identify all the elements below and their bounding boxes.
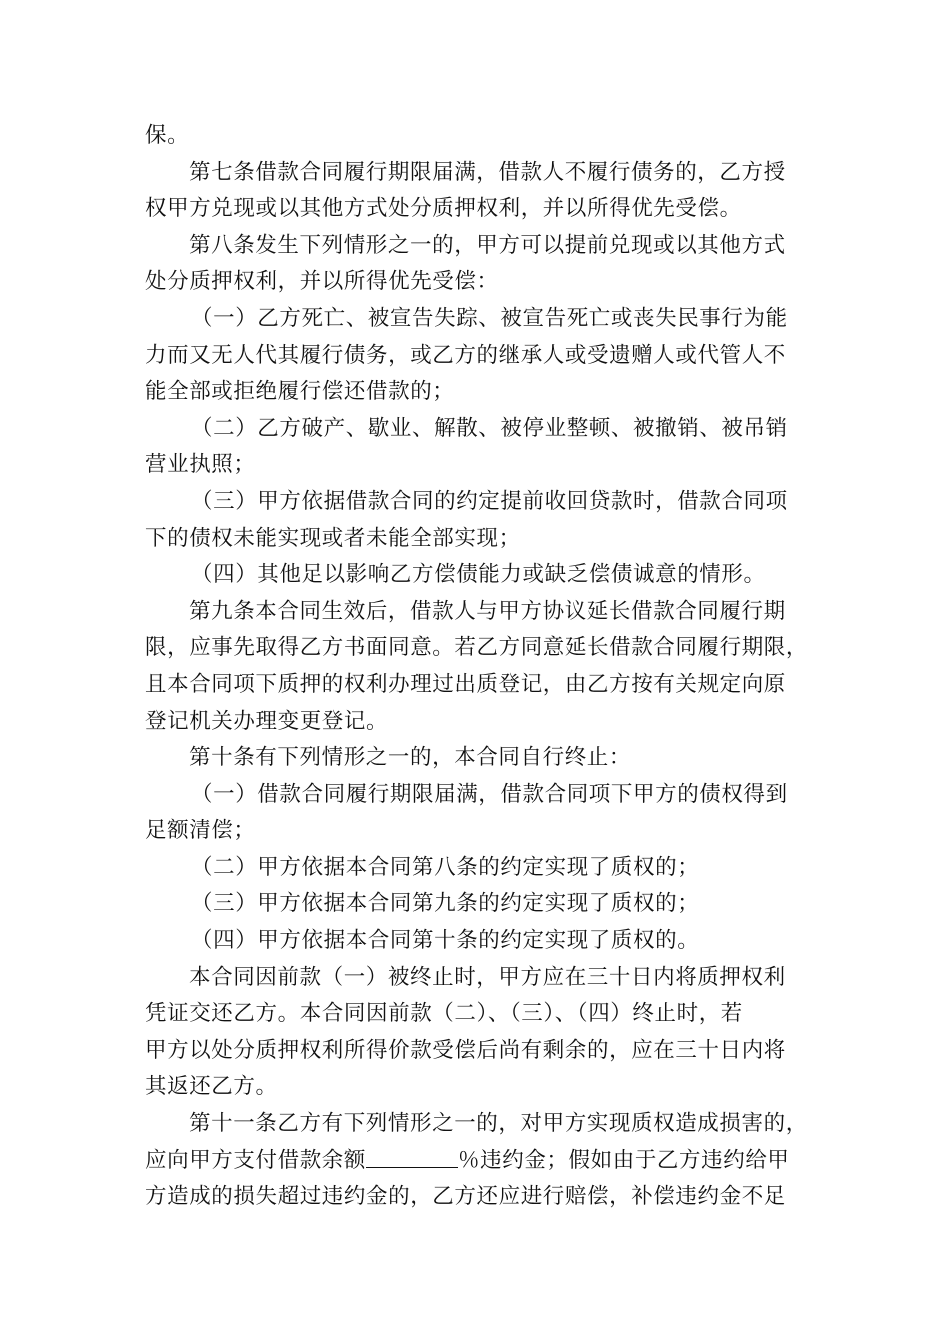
article-11-heading-line: 第十一条乙方有下列情形之一的，对甲方实现质权造成损害的， xyxy=(189,1111,808,1137)
text-line: 限，应事先取得乙方书面同意。若乙方同意延长借款合同履行期限， xyxy=(145,635,809,661)
text-line: 保。 xyxy=(145,123,190,148)
text-line: 力而又无人代其履行债务，或乙方的继承人或受遗赠人或代管人不 xyxy=(145,342,786,368)
text-line: 且本合同项下质押的权利办理过出质登记，由乙方按有关规定向原 xyxy=(145,671,786,697)
text-segment: ％违约金；假如由于乙方违约给甲 xyxy=(458,1147,790,1173)
text-line: 足额清偿； xyxy=(145,818,256,844)
text-line: 营业执照； xyxy=(145,452,256,478)
document-page xyxy=(145,118,810,1216)
text-segment: 应向甲方支付借款余额 xyxy=(145,1147,367,1173)
text-line: 下的债权未能实现或者未能全部实现； xyxy=(145,525,521,551)
clause-item-line: （一）借款合同履行期限届满，借款合同项下甲方的债权得到 xyxy=(191,781,788,807)
text-line-with-blank xyxy=(145,1143,810,1180)
text-line: 权甲方兑现或以其他方式处分质押权利，并以所得优先受偿。 xyxy=(145,196,742,222)
text-line: 方造成的损失超过违约金的，乙方还应进行赔偿，补偿违约金不足 xyxy=(145,1184,786,1210)
text-line: 能全部或拒绝履行偿还借款的； xyxy=(145,379,455,405)
article-8-heading-line: 第八条发生下列情形之一的，甲方可以提前兑现或以其他方式 xyxy=(189,232,786,258)
text-line: 其返还乙方。 xyxy=(145,1074,278,1100)
text-line: 登记机关办理变更登记。 xyxy=(145,708,389,734)
clause-item-line: （三）甲方依据本合同第九条的约定实现了质权的； xyxy=(191,891,700,917)
fill-in-blank xyxy=(366,1145,458,1168)
clause-item-line: （三）甲方依据借款合同的约定提前收回贷款时，借款合同项 xyxy=(191,488,788,514)
text-line: 凭证交还乙方。本合同因前款（二）、（三）、（四）终止时，若 xyxy=(145,1001,743,1027)
text-line: 甲方以处分质押权利所得价款受偿后尚有剩余的，应在三十日内将 xyxy=(145,1037,786,1063)
clause-item-line: （二）乙方破产、歇业、解散、被停业整顿、被撤销、被吊销 xyxy=(191,415,788,441)
article-9-heading-line: 第九条本合同生效后，借款人与甲方协议延长借款合同履行期 xyxy=(189,598,786,624)
paragraph-start-line: 本合同因前款（一）被终止时，甲方应在三十日内将质押权利 xyxy=(189,964,786,990)
article-10-heading-line: 第十条有下列情形之一的，本合同自行终止： xyxy=(189,745,632,771)
clause-item-line: （四）甲方依据本合同第十条的约定实现了质权的。 xyxy=(191,928,700,954)
clause-item-line: （二）甲方依据本合同第八条的约定实现了质权的； xyxy=(191,854,700,880)
clause-item-line: （四）其他足以影响乙方偿债能力或缺乏偿债诚意的情形。 xyxy=(191,562,766,588)
article-7-heading-line: 第七条借款合同履行期限届满，借款人不履行债务的，乙方授 xyxy=(189,159,786,185)
text-line: 处分质押权利，并以所得优先受偿： xyxy=(145,269,499,295)
clause-item-line: （一）乙方死亡、被宣告失踪、被宣告死亡或丧失民事行为能 xyxy=(191,305,788,331)
